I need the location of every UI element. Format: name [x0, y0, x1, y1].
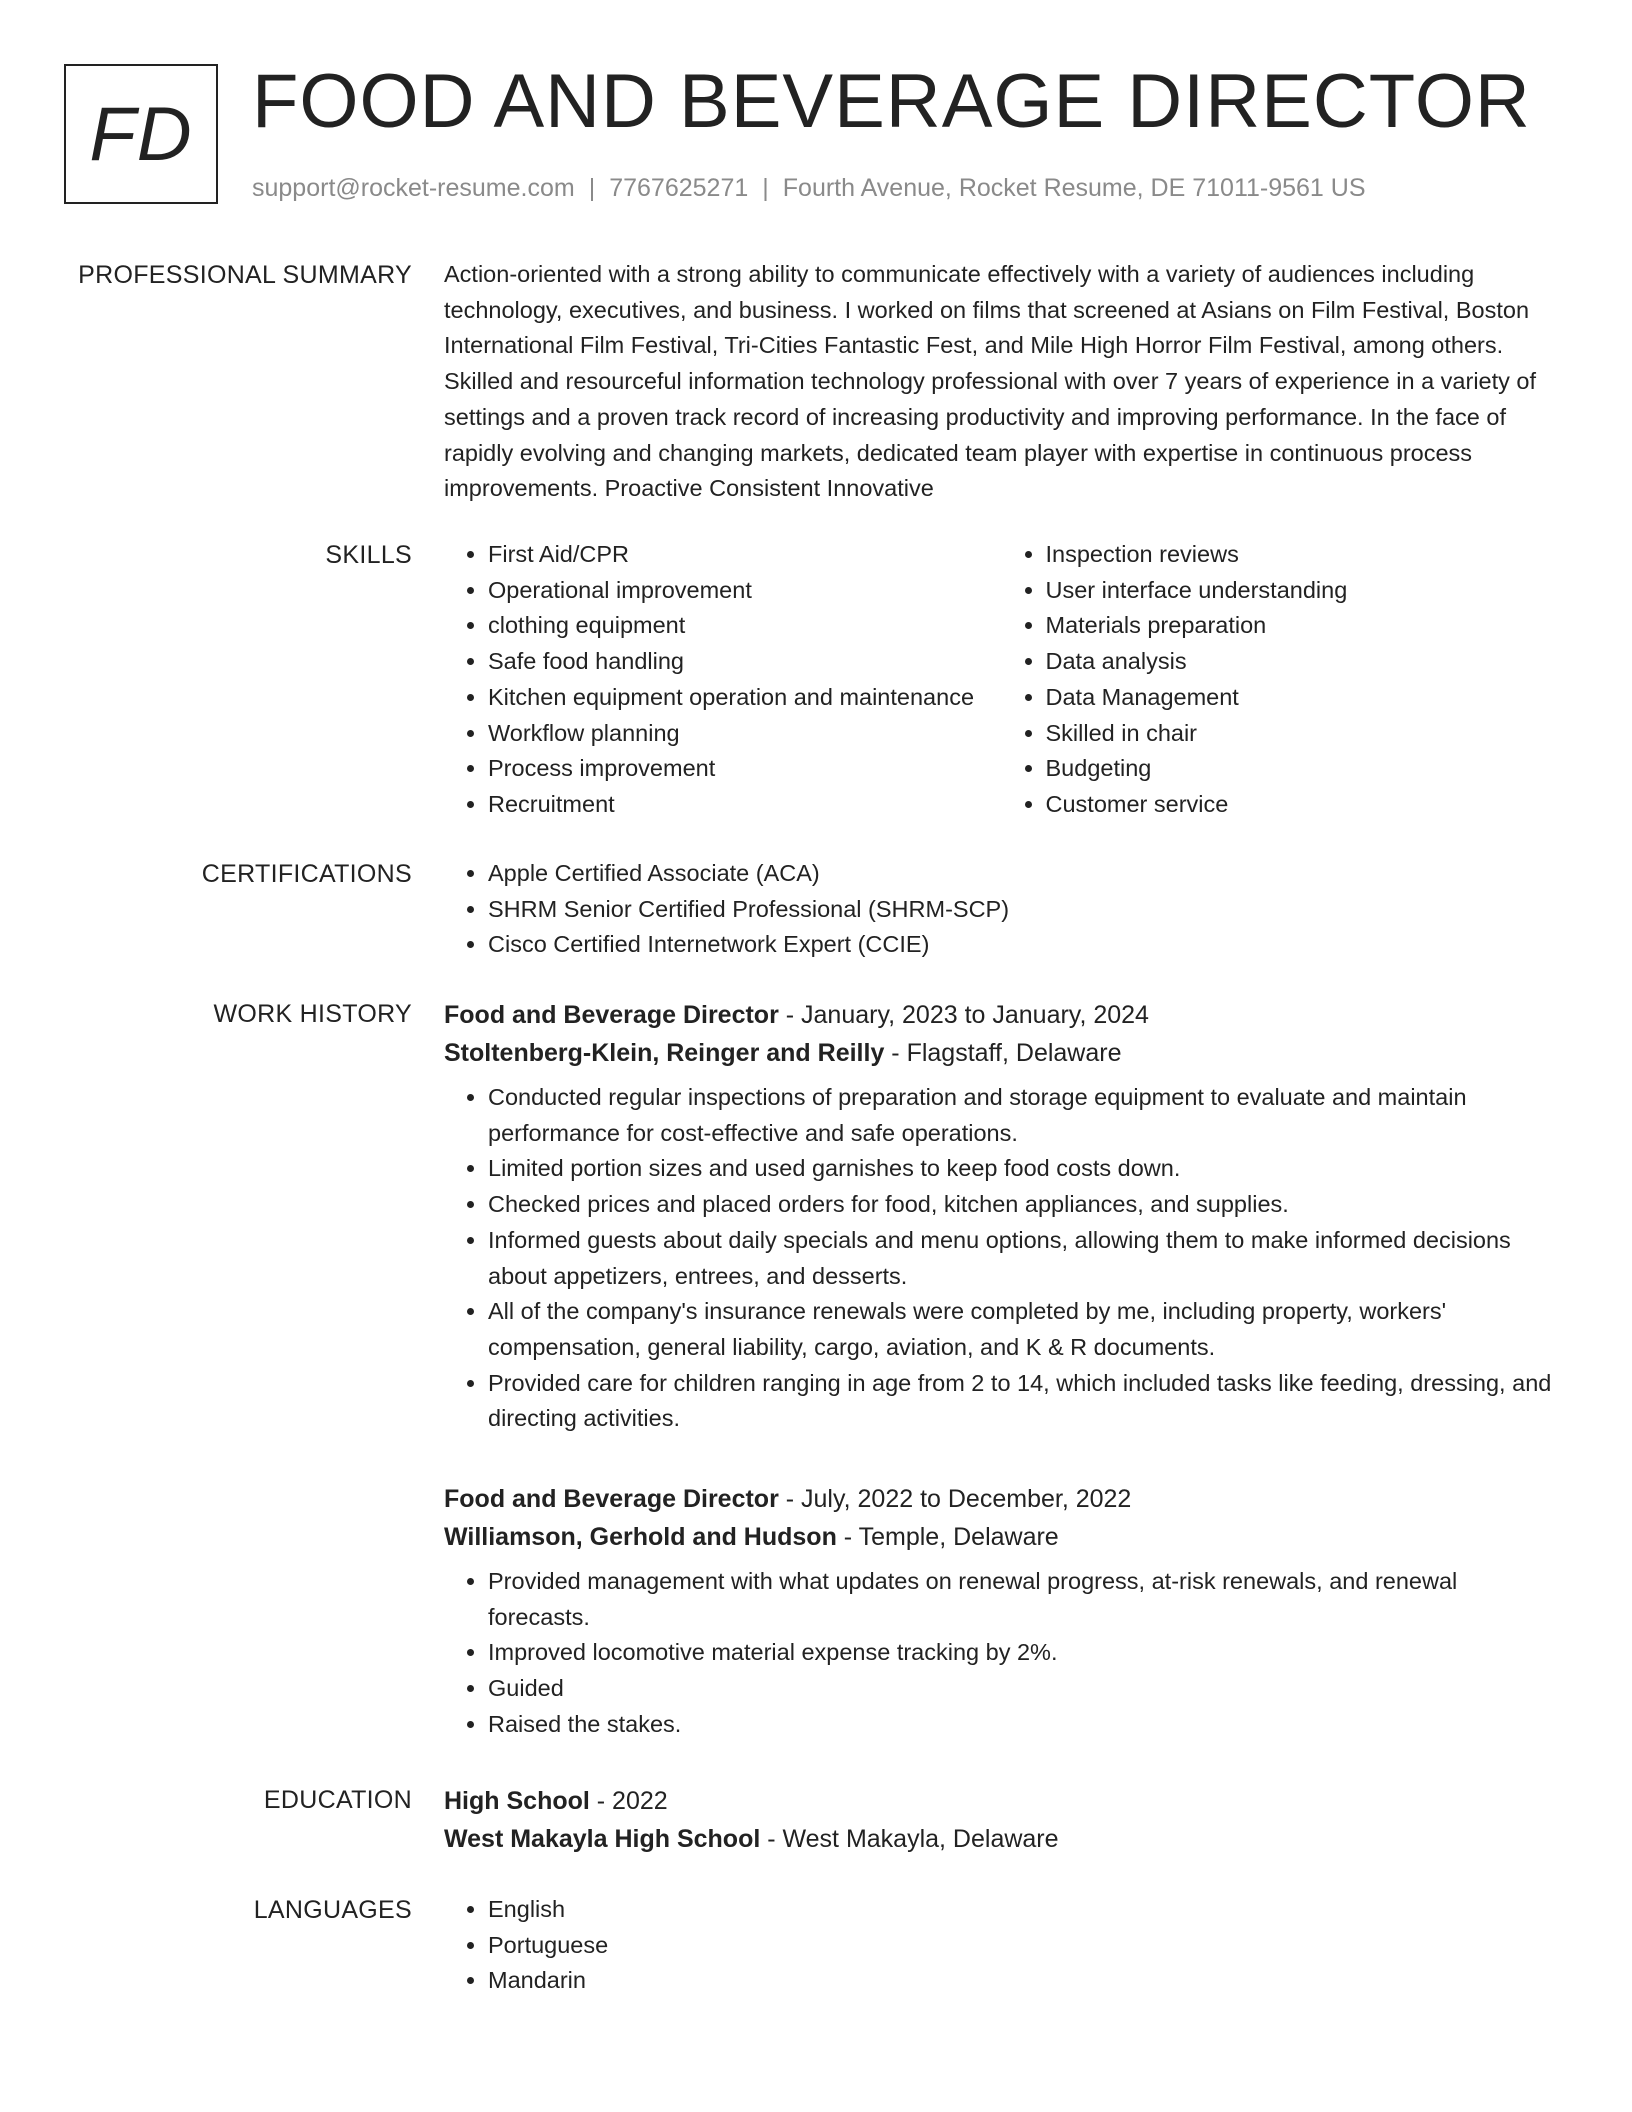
- skills-list-right: [1002, 537, 1560, 823]
- skill-item: • Operational improvement: [488, 573, 1002, 609]
- education-location: - West Makayla, Delaware: [760, 1825, 1059, 1853]
- skill-item: • Process improvement: [488, 751, 1002, 787]
- job-company: Williamson, Gerhold and Hudson: [444, 1523, 837, 1552]
- skill-item: • Safe food handling: [488, 644, 1002, 680]
- job-bullet: • Provided care for children ranging in age from 2 to 14, which included tasks like feeding, dressing, and directing activities.: [488, 1366, 1559, 1437]
- skill-item: • Data Management: [1046, 680, 1560, 716]
- certifications-list: [444, 856, 1559, 963]
- certification-item: • Apple Certified Associate (ACA): [488, 856, 1559, 892]
- job-bullets: [444, 1564, 1559, 1743]
- skill-item: • Skilled in chair: [1046, 716, 1560, 752]
- job-bullet: • All of the company's insurance renewals were completed by me, including property, workers' compensation, general liability, cargo, aviation, and K & R documents.: [488, 1294, 1559, 1365]
- contact-separator: |: [588, 174, 596, 202]
- job-bullet: • Guided: [488, 1671, 1559, 1707]
- contact-phone: 7767625271: [609, 174, 749, 202]
- skill-item: • clothing equipment: [488, 608, 1002, 644]
- education-heading: EDUCATION: [263, 1786, 412, 1814]
- skills-heading: SKILLS: [325, 541, 412, 569]
- job-bullet: • Informed guests about daily specials and menu options, allowing them to make informed decisions about appetizers, entrees, and desserts.: [488, 1223, 1559, 1294]
- education-year: - 2022: [589, 1787, 668, 1815]
- job-role: Food and Beverage Director: [444, 1001, 779, 1029]
- skill-item: • Inspection reviews: [1046, 537, 1560, 573]
- skill-item: • Workflow planning: [488, 716, 1002, 752]
- certification-item: • Cisco Certified Internetwork Expert (CCIE): [488, 927, 1559, 963]
- monogram-badge: FD: [64, 64, 218, 204]
- job-bullet: • Provided management with what updates on renewal progress, at-risk renewals, and renewal forecasts.: [488, 1564, 1559, 1635]
- skills-list-left: [444, 537, 1002, 823]
- skill-item: • Customer service: [1046, 787, 1560, 823]
- job-bullet: • Checked prices and placed orders for food, kitchen appliances, and supplies.: [488, 1187, 1559, 1223]
- language-item: • English: [488, 1892, 1559, 1928]
- languages-list: [444, 1892, 1559, 1999]
- job-entry: [444, 996, 1559, 1437]
- job-bullet: • Raised the stakes.: [488, 1707, 1559, 1743]
- contact-separator: |: [762, 174, 769, 202]
- skill-item: • Materials preparation: [1046, 608, 1560, 644]
- summary-text: Action-oriented with a strong ability to communicate effectively with a variety of audiences including technology, executives, and business. I worked on films that screened at Asians on Film Festival, Boston International Film Festival, Tri-Cities Fantastic Fest, and Mile High Horror Film Festival, among others. Skilled and resourceful information technology professional with over 7 years of experience in a variety of settings and a proven track record of increasing productivity and improving performance. In the face of rapidly evolving and changing markets, dedicated team player with expertise in continuous process improvements. Proactive Consistent Innovative: [444, 261, 1537, 502]
- education-degree: High School: [444, 1787, 590, 1815]
- language-item: • Mandarin: [488, 1963, 1559, 1999]
- contact-line: [252, 174, 1366, 203]
- resume-header: [64, 59, 1592, 214]
- skill-item: • First Aid/CPR: [488, 537, 1002, 573]
- job-role: Food and Beverage Director: [444, 1485, 779, 1514]
- summary-heading: PROFESSIONAL SUMMARY: [78, 261, 412, 289]
- certification-item: • SHRM Senior Certified Professional (SHRM-SCP): [488, 892, 1559, 928]
- job-location: - Flagstaff, Delaware: [884, 1039, 1122, 1067]
- work-history-heading: WORK HISTORY: [213, 1000, 412, 1028]
- job-location: - Temple, Delaware: [836, 1523, 1059, 1552]
- education-school: West Makayla High School: [444, 1825, 761, 1853]
- job-dates: - January, 2023 to January, 2024: [778, 1001, 1149, 1029]
- skill-item: • User interface understanding: [1046, 573, 1560, 609]
- resume-title: FOOD AND BEVERAGE DIRECTOR: [252, 59, 1531, 144]
- contact-email: support@rocket-resume.com: [252, 174, 575, 202]
- skill-item: • Budgeting: [1046, 751, 1560, 787]
- job-bullets: [444, 1080, 1559, 1437]
- languages-heading: LANGUAGES: [253, 1896, 412, 1924]
- skill-item: • Recruitment: [488, 787, 1002, 823]
- job-bullet: • Limited portion sizes and used garnishes to keep food costs down.: [488, 1151, 1559, 1187]
- job-dates: - July, 2022 to December, 2022: [778, 1485, 1132, 1514]
- job-bullet: • Improved locomotive material expense tracking by 2%.: [488, 1635, 1559, 1671]
- job-entry: [444, 1480, 1559, 1743]
- skill-item: • Data analysis: [1046, 644, 1560, 680]
- language-item: • Portuguese: [488, 1928, 1559, 1964]
- skill-item: • Kitchen equipment operation and maintenance: [488, 680, 1002, 716]
- job-company: Stoltenberg-Klein, Reinger and Reilly: [444, 1039, 885, 1067]
- certifications-heading: CERTIFICATIONS: [201, 860, 412, 888]
- job-bullet: • Conducted regular inspections of preparation and storage equipment to evaluate and maintain performance for cost-effective and safe operations.: [488, 1080, 1559, 1151]
- contact-address: Fourth Avenue, Rocket Resume, DE 71011-9561 US: [782, 174, 1366, 202]
